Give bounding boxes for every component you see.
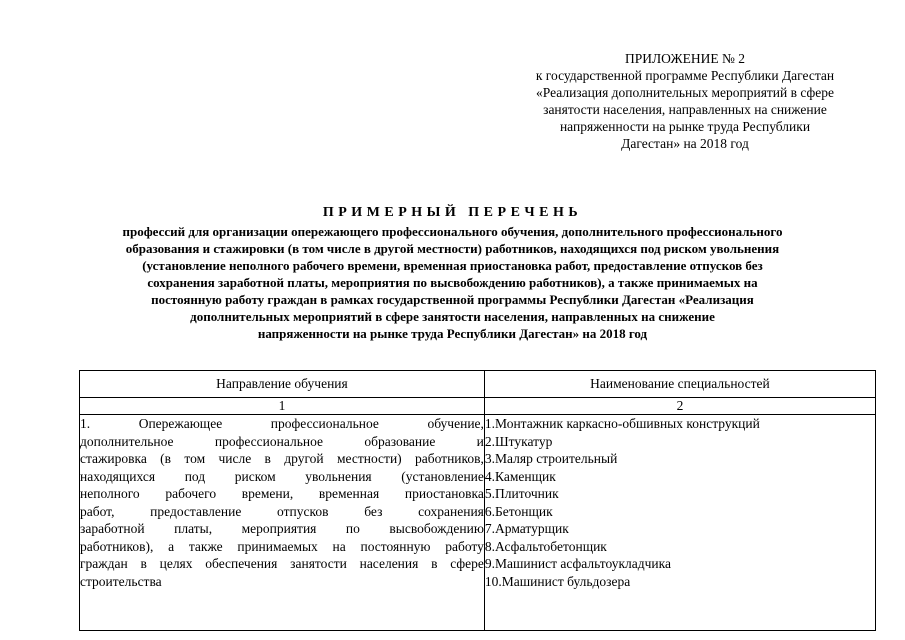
column-header-direction: Направление обучения [80, 371, 485, 398]
specialty-item: 6.Бетонщик [484, 503, 553, 519]
direction-line: дополнительное профессиональное образование и [80, 433, 484, 449]
subtitle-line: профессий для организации опережающего профессионального обучения, дополнительного профессионального [122, 224, 783, 239]
subtitle-line: образования и стажировки (в том числе в другой местности) работников, находящихся под риском увольнения [125, 241, 780, 256]
specialty-item: 10.Машинист бульдозера [484, 573, 631, 589]
direction-line: работников), а также принимаемых на постоянную работу [80, 538, 484, 554]
specialty-item: 9.Машинист асфальтоукладчика [484, 556, 671, 571]
specialty-item: 5.Плиточник [484, 486, 559, 501]
subtitle-line: постоянную работу граждан в рамках государственной программы Республики Дагестан «Реализация [151, 292, 754, 307]
specialties-cell [484, 415, 875, 631]
document-title: ПРИМЕРНЫЙ ПЕРЕЧЕНЬ [322, 205, 583, 220]
direction-line: граждан в целях обеспечения занятости населения в сфере [80, 556, 484, 571]
specialty-item: 3.Маляр строительный [484, 451, 618, 466]
appendix-line: Дагестан» на 2018 год [621, 136, 749, 151]
subtitle-line: дополнительных мероприятий в сфере занятости населения, направленных на снижение [190, 309, 715, 324]
direction-line: строительства [80, 573, 162, 589]
subtitle-line: сохранения заработной платы, мероприятия по высвобождению работников), а также принимаемых на [147, 275, 758, 290]
direction-line: заработной платы, мероприятия по высвобождению [80, 521, 484, 536]
appendix-header [505, 50, 865, 152]
direction-line: неполного рабочего времени, временная приостановка [80, 486, 484, 501]
column-number: 1 [80, 398, 485, 415]
appendix-line: напряженности на рынке труда Республики [559, 119, 811, 134]
specialty-item: 7.Арматурщик [484, 521, 569, 536]
appendix-line: к государственной программе Республики Дагестан [535, 68, 835, 83]
document-subtitle [60, 223, 845, 342]
direction-line: находящихся под риском увольнения (установление [80, 468, 484, 484]
appendix-line: «Реализация дополнительных мероприятий в сфере [535, 85, 835, 100]
appendix-line: ПРИЛОЖЕНИЕ № 2 [624, 51, 746, 66]
subtitle-line: напряженности на рынке труда Республики Дагестан» на 2018 год [257, 326, 648, 341]
specialty-item: 8.Асфальтобетонщик [484, 538, 607, 554]
column-header-specialties: Наименование специальностей [484, 371, 875, 398]
appendix-line: занятости населения, направленных на снижение [543, 102, 827, 117]
training-direction-cell [80, 415, 485, 631]
subtitle-line: (установление неполного рабочего времени, временная приостановка работ, предоставление отпусков без [142, 258, 763, 273]
specialty-item: 1.Монтажник каркасно-обшивных конструкций [484, 416, 760, 431]
direction-line: стажировка (в том числе в другой местности) работников, [80, 451, 484, 466]
specialty-item: 4.Каменщик [484, 468, 556, 484]
professions-table [79, 370, 876, 631]
specialty-item: 2.Штукатур [484, 433, 553, 449]
column-number: 2 [484, 398, 875, 415]
direction-line: 1. Опережающее профессиональное обучение, [80, 416, 484, 431]
direction-line: работ, предоставление отпусков без сохранения [80, 503, 484, 519]
